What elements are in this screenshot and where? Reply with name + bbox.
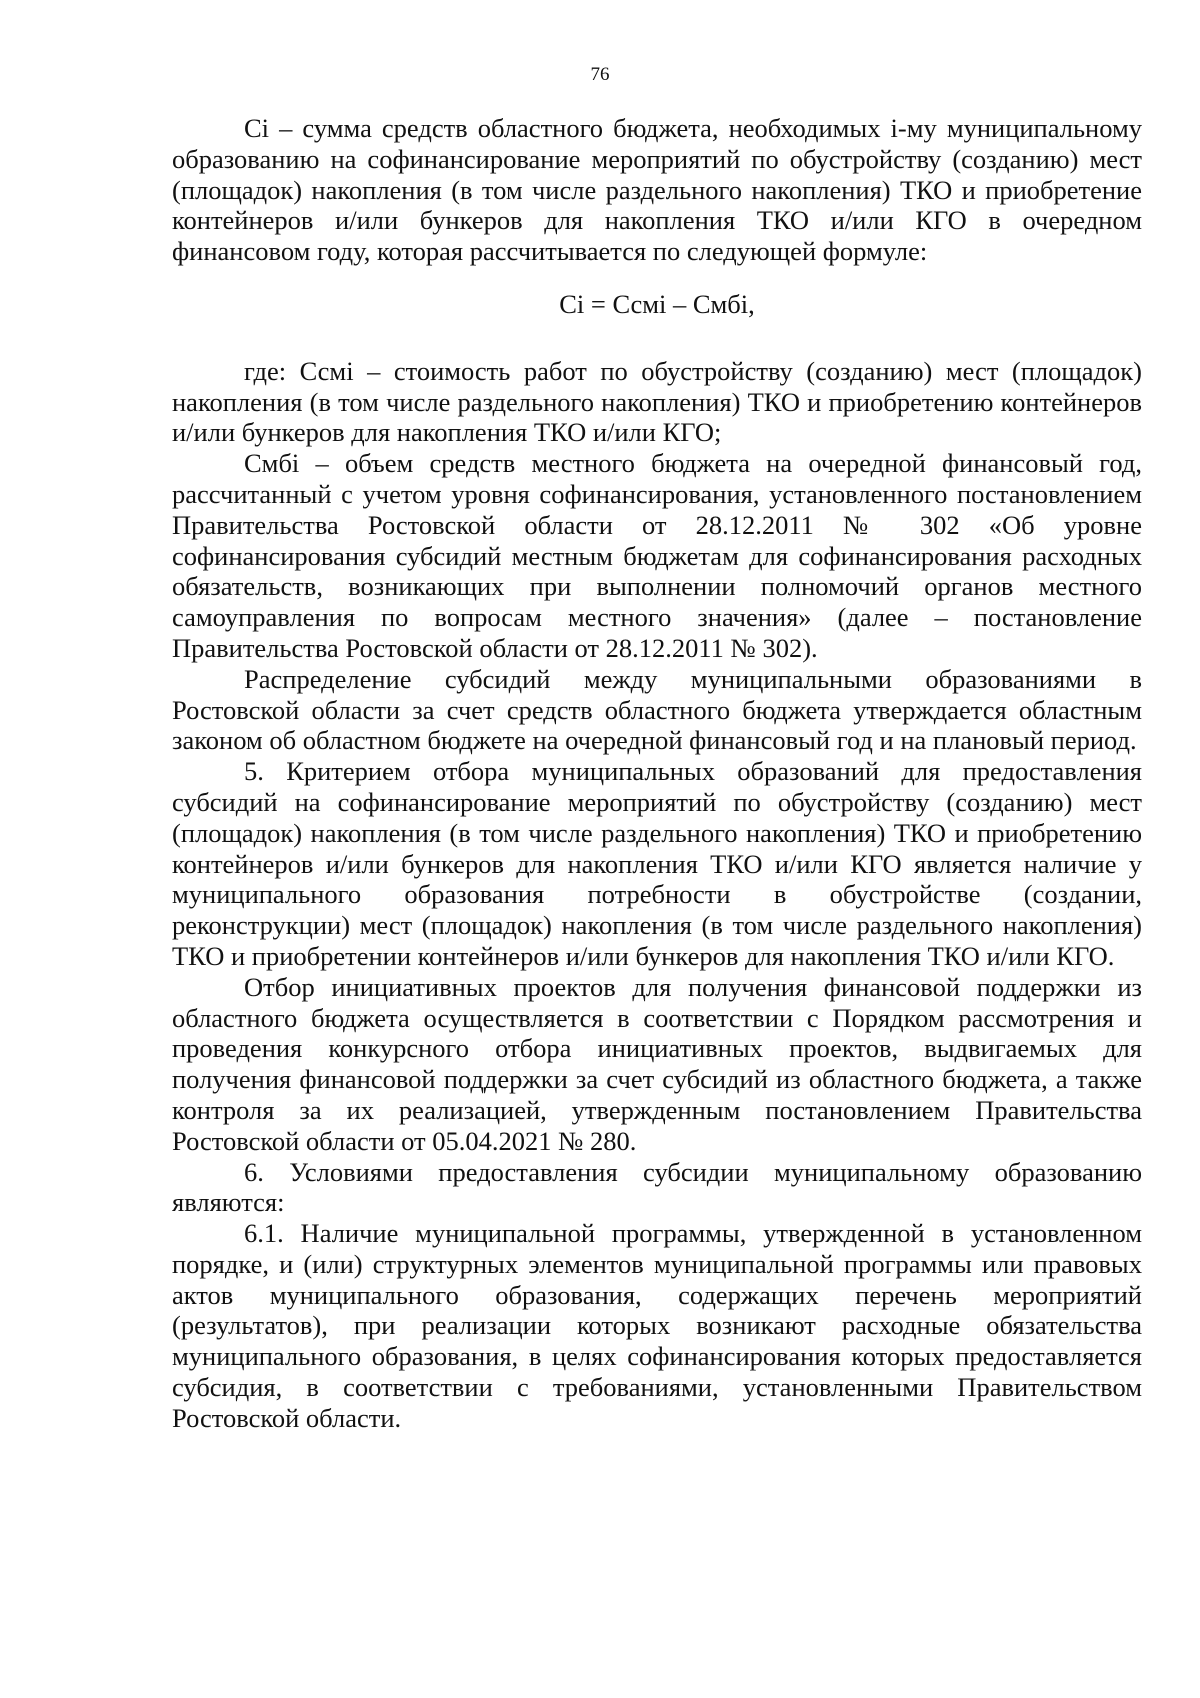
- paragraph-condition-6-1: 6.1. Наличие муниципальной программы, утвержденной в установленном порядке, и (или) структурных элементов муниципальной программы или правовых актов муниципального образования, содержащих перечень мероприятий (результатов), при реализации которых возникают расходные обязательства муниципального образования, в целях софинансирования которых предоставляется субсидия, в соответствии с требованиями, установленными Правительством Ростовской области.: [172, 1218, 1142, 1433]
- paragraph-selection-criterion: 5. Критерием отбора муниципальных образований для предоставления субсидий на софинансирование мероприятий по обустройству (созданию) мест (площадок) накопления (в том числе раздельного накопления) ТКО и приобретению контейнеров и/или бункеров для накопления ТКО и/или КГО является наличие у муниципального образования потребности в обустройстве (создании, реконструкции) мест (площадок) накопления (в том числе раздельного накопления) ТКО и приобретении контейнеров и/или бункеров для накопления ТКО и/или КГО.: [172, 756, 1142, 971]
- formula: Сi = Ссмi – Смбi,: [559, 288, 755, 319]
- paragraph-initiative-projects: Отбор инициативных проектов для получения финансовой поддержки из областного бюджета осуществляется в соответствии с Порядком рассмотрения и проведения конкурсного отбора инициативных проектов, выдвигаемых для получения финансовой поддержки за счет субсидий из областного бюджета, а также контроля за их реализацией, утвержденным постановлением Правительства Ростовской области от 05.04.2021 № 280.: [172, 971, 1142, 1156]
- paragraph-cmbi-definition: Смбi – объем средств местного бюджета на очередной финансовый год, рассчитанный с учетом уровня софинансирования, установленного постановлением Правительства Ростовской области от 28.12.2011 № 302 «Об уровне софинансирования субсидий местным бюджетам для софинансирования расходных обязательств, возникающих при выполнении полномочий органов местного самоуправления по вопросам местного значения» (далее – постановление Правительства Ростовской области от 28.12.2011 № 302).: [172, 448, 1142, 663]
- paragraph-distribution: Распределение субсидий между муниципальными образованиями в Ростовской области за счет средств областного бюджета утверждается областным законом об областном бюджете на очередной финансовый год и на плановый период.: [172, 663, 1142, 756]
- paragraph-conditions: 6. Условиями предоставления субсидии муниципальному образованию являются:: [172, 1156, 1142, 1218]
- paragraph-ci-definition: Сi – сумма средств областного бюджета, необходимых i-му муниципальному образованию на софинансирование мероприятий по обустройству (созданию) мест (площадок) накопления (в том числе раздельного накопления) ТКО и приобретение контейнеров и/или бункеров для накопления ТКО и/или КГО в очередном финансовом году, которая рассчитывается по следующей формуле:: [172, 113, 1142, 267]
- paragraph-ccmi-definition: где: Ссмi – стоимость работ по обустройству (созданию) мест (площадок) накопления (в том числе раздельного накопления) ТКО и приобретению контейнеров и/или бункеров для накопления ТКО и/или КГО;: [172, 355, 1142, 448]
- document-body: [172, 113, 1142, 1434]
- page-number: 76: [590, 64, 610, 85]
